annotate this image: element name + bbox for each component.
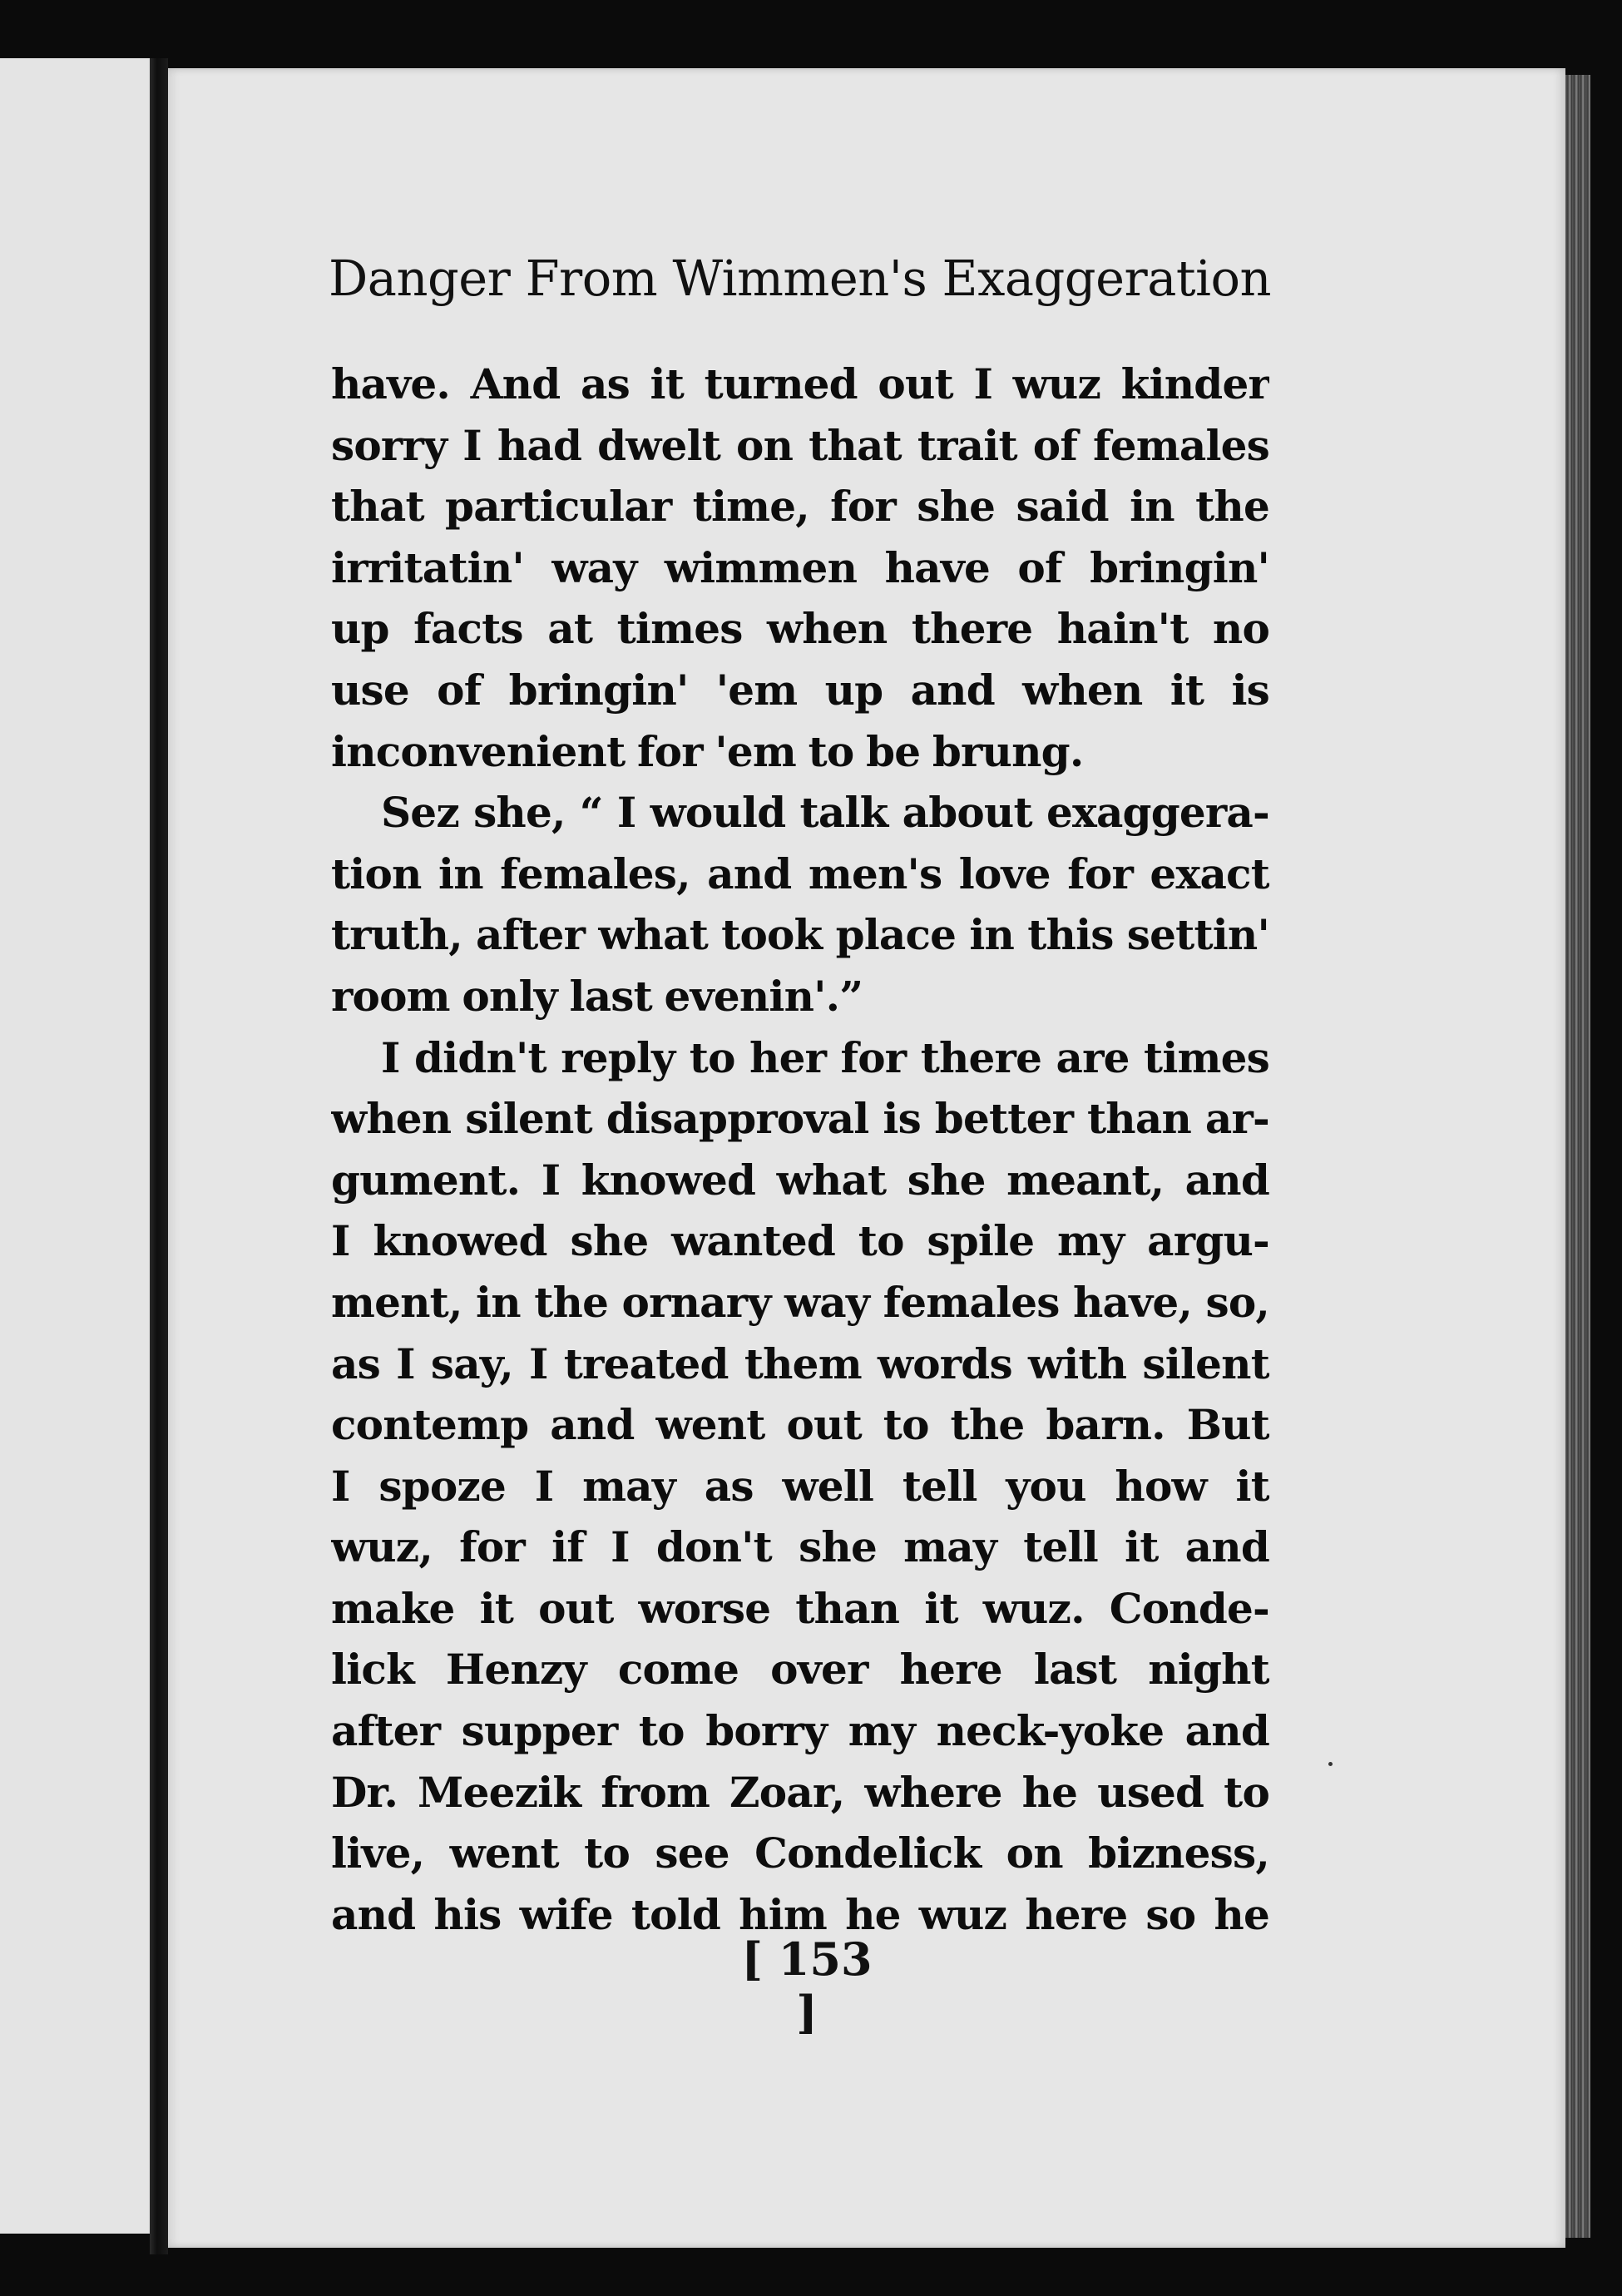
text-line: room only last evenin'.”	[331, 971, 863, 1021]
text-line: live, went to see Condelick on bizness,	[331, 1828, 1269, 1878]
text-line: after supper to borry my neck-yoke and	[331, 1706, 1269, 1756]
text-line: inconvenient for 'em to be brung.	[331, 726, 1084, 776]
text-line: gument. I knowed what she meant, and	[331, 1155, 1269, 1205]
text-line: make it out worse than it wuz. Conde-	[331, 1583, 1269, 1633]
body-text	[331, 354, 1269, 1945]
text-line: that particular time, for she said in the	[331, 482, 1269, 532]
page-number: [ 153 ]	[741, 1932, 873, 2039]
page-stack-edge	[1565, 75, 1590, 2238]
scan-speck	[1328, 1762, 1333, 1766]
text-line: as I say, I treated them words with silent	[331, 1339, 1269, 1388]
text-line: truth, after what took place in this settin'	[331, 910, 1269, 960]
previous-page-edge	[0, 58, 150, 2234]
text-line: and his wife told him he wuz here so he	[331, 1889, 1269, 1939]
book-gutter	[150, 58, 168, 2254]
text-line: tion in females, and men's love for exact	[331, 849, 1269, 898]
text-line: wuz, for if I don't she may tell it and	[331, 1522, 1269, 1572]
text-line: I knowed she wanted to spile my argu-	[331, 1216, 1269, 1266]
text-line: use of bringin' 'em up and when it is	[331, 665, 1269, 715]
text-line: have. And as it turned out I wuz kinder	[331, 359, 1269, 408]
running-head: Danger From Wimmen's Exaggeration	[329, 250, 1271, 307]
text-line: irritatin' way wimmen have of bringin'	[331, 542, 1269, 592]
text-line: when silent disapproval is better than ar-	[331, 1094, 1269, 1144]
text-line: I didn't reply to her for there are times	[381, 1032, 1269, 1082]
text-line: Sez she, “ I would talk about exaggera-	[381, 788, 1269, 838]
text-line: up facts at times when there hain't no	[331, 604, 1269, 654]
text-line: I spoze I may as well tell you how it	[331, 1461, 1269, 1511]
text-line: ment, in the ornary way females have, so,	[331, 1277, 1269, 1327]
text-line: lick Henzy come over here last night	[331, 1645, 1269, 1695]
text-line: Dr. Meezik from Zoar, where he used to	[331, 1767, 1269, 1817]
text-line: sorry I had dwelt on that trait of females	[331, 420, 1269, 470]
text-line: contemp and went out to the barn. But	[331, 1400, 1269, 1450]
